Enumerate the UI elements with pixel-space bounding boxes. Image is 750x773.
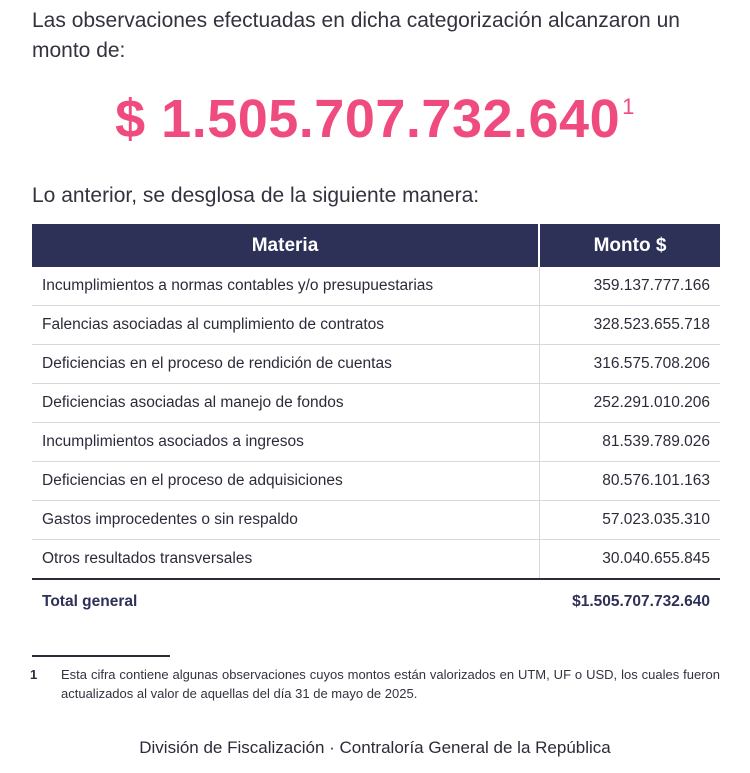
footnote-number: 1 bbox=[30, 667, 38, 682]
cell-monto: 328.523.655.718 bbox=[539, 306, 720, 345]
intro-paragraph: Las observaciones efectuadas en dicha categorización alcanzaron un monto de: bbox=[32, 9, 680, 62]
breakdown-lead-text: Lo anterior, se desglosa de la siguiente manera: bbox=[32, 184, 480, 207]
table-row bbox=[32, 423, 720, 462]
table-row bbox=[32, 501, 720, 540]
table-row bbox=[32, 267, 720, 306]
table-row bbox=[32, 384, 720, 423]
page-footer: División de Fiscalización · Contraloría General de la República bbox=[139, 738, 611, 757]
total-monto: $1.505.707.732.640 bbox=[539, 579, 720, 623]
total-label: Total general bbox=[32, 579, 539, 623]
cell-monto: 252.291.010.206 bbox=[539, 384, 720, 423]
footnote-divider bbox=[32, 655, 170, 657]
cell-monto: 81.539.789.026 bbox=[539, 423, 720, 462]
cell-materia: Deficiencias en el proceso de rendición de cuentas bbox=[32, 345, 539, 384]
total-amount-highlight bbox=[0, 88, 750, 150]
footnote-ref: 1 bbox=[622, 94, 635, 119]
table-row bbox=[32, 462, 720, 501]
cell-materia: Deficiencias asociadas al manejo de fondos bbox=[32, 384, 539, 423]
cell-materia: Incumplimientos asociados a ingresos bbox=[32, 423, 539, 462]
column-header-monto: Monto $ bbox=[539, 224, 720, 267]
breakdown-table bbox=[32, 224, 720, 623]
cell-monto: 316.575.708.206 bbox=[539, 345, 720, 384]
table-row bbox=[32, 345, 720, 384]
column-header-materia: Materia bbox=[32, 224, 539, 267]
cell-materia: Incumplimientos a normas contables y/o presupuestarias bbox=[32, 267, 539, 306]
table-total-row bbox=[32, 579, 720, 623]
cell-monto: 80.576.101.163 bbox=[539, 462, 720, 501]
table-header-row bbox=[32, 224, 720, 267]
total-amount-value: $ 1.505.707.732.640 bbox=[115, 89, 621, 149]
cell-materia: Deficiencias en el proceso de adquisiciones bbox=[32, 462, 539, 501]
table-row bbox=[32, 306, 720, 345]
footnote-text: Esta cifra contiene algunas observaciones cuyos montos están valorizados en UTM, UF o USD, los cuales fueron actualizados al valor de aquellas del día 31 de mayo de 2025. bbox=[61, 667, 720, 701]
cell-monto: 359.137.777.166 bbox=[539, 267, 720, 306]
cell-materia: Otros resultados transversales bbox=[32, 540, 539, 580]
cell-monto: 30.040.655.845 bbox=[539, 540, 720, 580]
cell-monto: 57.023.035.310 bbox=[539, 501, 720, 540]
cell-materia: Falencias asociadas al cumplimiento de contratos bbox=[32, 306, 539, 345]
cell-materia: Gastos improcedentes o sin respaldo bbox=[32, 501, 539, 540]
table-row bbox=[32, 540, 720, 580]
